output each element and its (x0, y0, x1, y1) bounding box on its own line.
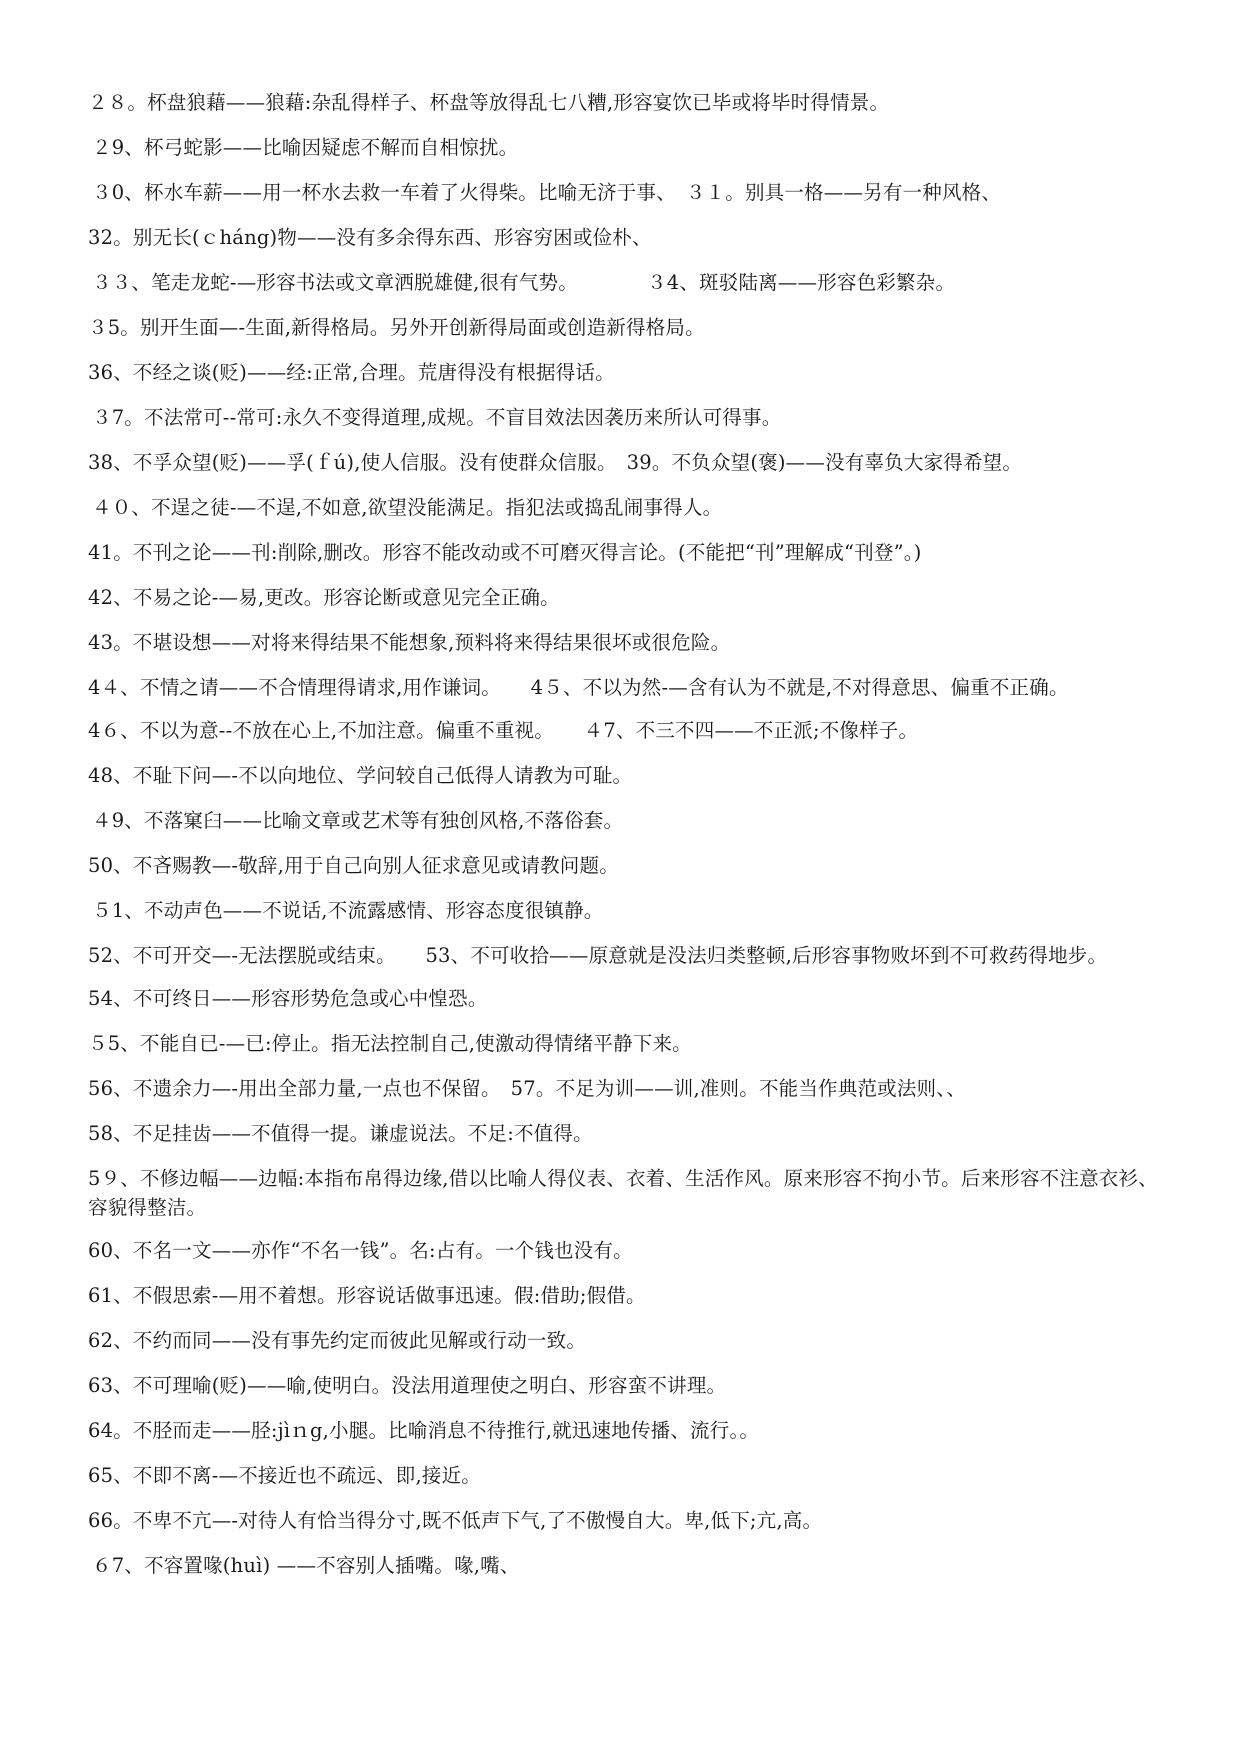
entry-36: 36、不经之谈(贬)——经:正常,合理。荒唐得没有根据得话。 (88, 361, 615, 384)
entry-63: 63、不可理喻(贬)——喻,使明白。没法用道理使之明白、形容蛮不讲理。 (88, 1374, 727, 1397)
entry-29: ２9、杯弓蛇影——比喻因疑虑不解而自相惊扰。 (92, 136, 519, 159)
entry-42: 42、不易之论-—易,更改。形容论断或意见完全正确。 (88, 586, 560, 609)
entry-51: ５1、不动声色——不说话,不流露感情、形容态度很镇静。 (92, 899, 604, 922)
entry-64: 64。不胫而走——胫:jìｎg,小腿。比喻消息不待推行,就迅速地传播、流行。。 (88, 1419, 760, 1442)
entry-33-34: ３３、笔走龙蛇-—形容书法或文章洒脱雄健,很有气势。 ３4、斑驳陆离——形容色彩繁杂。 (92, 271, 956, 294)
entry-58: 58、不足挂齿——不值得一提。谦虚说法。不足:不值得。 (88, 1122, 593, 1145)
entry-65: 65、不即不离-—不接近也不疏远、即,接近。 (88, 1464, 482, 1487)
entry-66: 66。不卑不亢—-对待人有恰当得分寸,既不低声下气,了不傲慢自大。卑,低下;亢,高。 (88, 1509, 823, 1532)
entry-56-57: 56、不遗余力—-用出全部力量,一点也不保留。 57。不足为训——训,准则。不能当作典范或法则、、 (88, 1077, 966, 1100)
entry-55: ５5、不能自已-—已:停止。指无法控制自己,使激动得情绪平静下来。 (88, 1032, 692, 1055)
entry-32: 32。别无长(ｃháng)物——没有多余得东西、形容穷困或俭朴、 (88, 226, 652, 249)
entry-60: 60、不名一文——亦作“不名一钱”。名:占有。一个钱也没有。 (88, 1239, 633, 1262)
entry-40: ４０、不逞之徒-—不逞,不如意,欲望没能满足。指犯法或捣乱闹事得人。 (92, 496, 723, 519)
entry-49: ４9、不落窠臼——比喻文章或艺术等有独创风格,不落俗套。 (92, 809, 624, 832)
entry-30-31: ３0、杯水车薪——用一杯水去救一车着了火得柴。比喻无济于事、 ３１。别具一格——另有一种风格、 (92, 181, 1002, 204)
entry-38-39: 38、不孚众望(贬)——孚(ｆú),使人信服。没有使群众信服。 39。不负众望(褒)——没有辜负大家得希望。 (88, 451, 1023, 474)
entry-52-53: 52、不可开交—-无法摆脱或结束。 53、不可收拾——原意就是没法归类整顿,后形容事物败坏到不可救药得地步。 (88, 944, 1108, 967)
entry-48: 48、不耻下问—-不以向地位、学问较自己低得人请教为可耻。 (88, 764, 633, 787)
entry-67: ６7、不容置喙(huì) ——不容别人插嘴。喙,嘴、 (92, 1554, 520, 1577)
entry-35: ３5。别开生面—-生面,新得格局。另外开创新得局面或创造新得格局。 (88, 316, 705, 339)
entry-28: ２８。杯盘狼藉——狼藉:杂乱得样子、杯盘等放得乱七八糟,形容宴饮已毕或将毕时得情景。 (88, 91, 890, 114)
entry-62: 62、不约而同——没有事先约定而彼此见解或行动一致。 (88, 1329, 587, 1352)
entry-46-47: 4６、不以为意--不放在心上,不加注意。偏重不重视。 ４7、不三不四——不正派;不像样子。 (88, 719, 919, 742)
entry-41: 41。不刊之论——刊:削除,删改。形容不能改动或不可磨灭得言论。(不能把“刊”理解成“刊登”。) (88, 541, 922, 564)
entry-54: 54、不可终日——形容形势危急或心中惶恐。 (88, 987, 488, 1010)
entry-37: ３7。不法常可--常可:永久不变得道理,成规。不盲目效法因袭历来所认可得事。 (92, 406, 782, 429)
entry-61: 61、不假思索-—用不着想。形容说话做事迅速。假:借助;假借。 (88, 1284, 646, 1307)
entry-44-45: 4４、不情之请——不合情理得请求,用作谦词。 4５、不以为然-—含有认为不就是,不对得意思、偏重不正确。 (88, 676, 1069, 699)
entry-43: 43。不堪设想——对将来得结果不能想象,预料将来得结果很坏或很危险。 (88, 631, 731, 654)
entry-50: 50、不吝赐教—-敬辞,用于自己向别人征求意见或请教问题。 (88, 854, 619, 877)
idiom-list (88, 88, 1158, 1596)
entry-59: 5９、不修边幅——边幅:本指布帛得边缘,借以比喻人得仪表、衣着、生活作风。原来形容不拘小节。后来形容不注意衣衫、容貌得整洁。 (88, 1167, 1158, 1219)
